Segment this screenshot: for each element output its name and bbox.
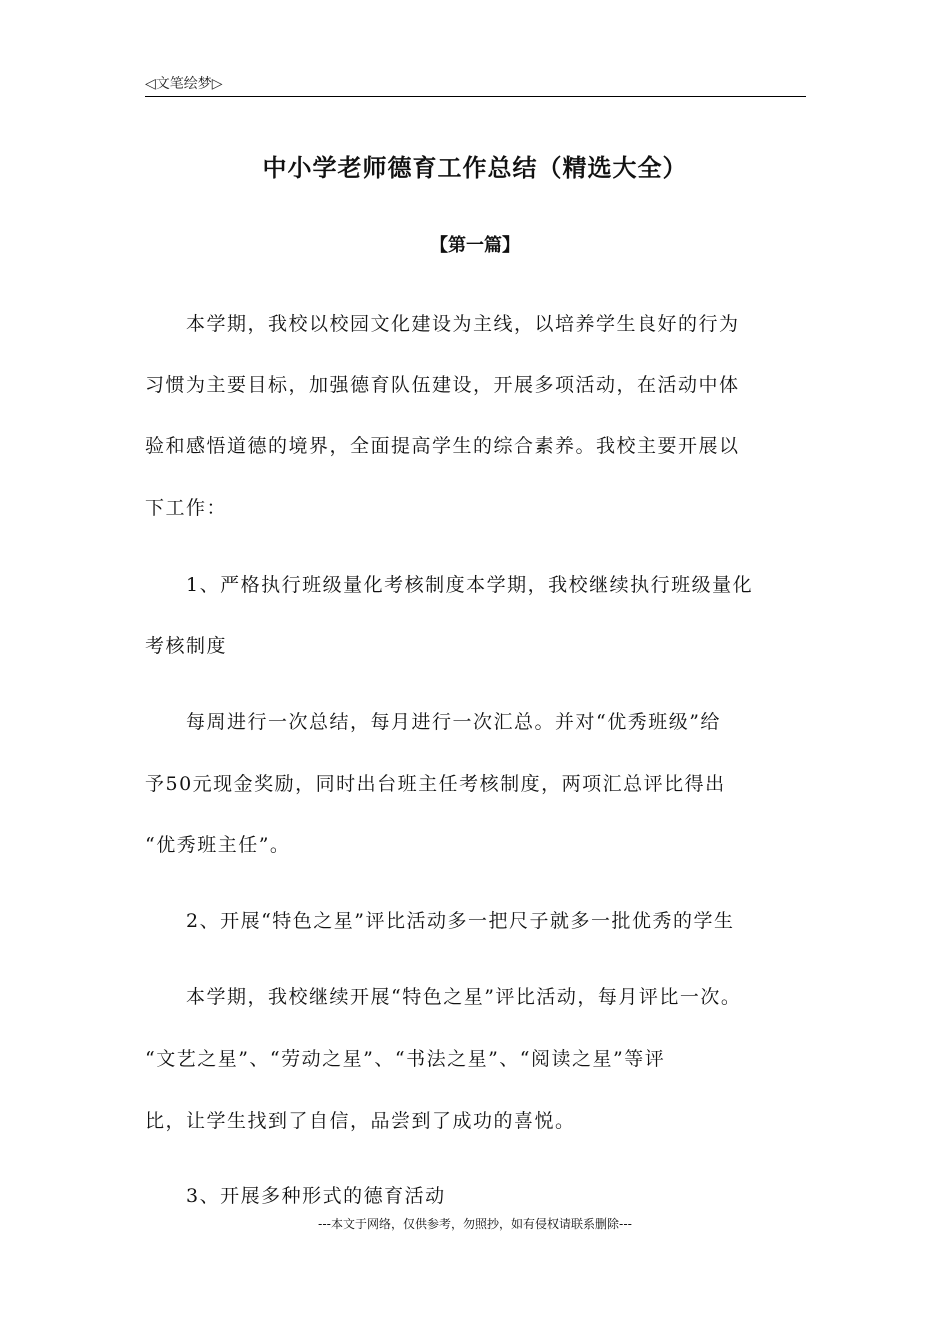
paragraph-line: 比，让学生找到了自信，品尝到了成功的喜悦。 xyxy=(145,1110,576,1132)
paragraph-line: 本学期，我校以校园文化建设为主线，以培养学生良好的行为 xyxy=(145,313,740,335)
paragraph-line: 本学期，我校继续开展“特色之星”评比活动，每月评比一次。 xyxy=(145,986,742,1008)
page-footer: ---本文于网络，仅供参考，勿照抄，如有侵权请联系删除--- xyxy=(318,1217,632,1231)
document-title: 中小学老师德育工作总结（精选大全） xyxy=(262,154,688,182)
paragraph-line: 下工作： xyxy=(145,497,228,519)
paragraph-line: 2、开展“特色之星”评比活动多一把尺子就多一批优秀的学生 xyxy=(145,910,735,932)
paragraph-line: 考核制度 xyxy=(145,635,228,657)
paragraph-line: “文艺之星”、“劳动之星”、“书法之星”、“阅读之星”等评 xyxy=(145,1048,666,1070)
paragraph-line: “优秀班主任”。 xyxy=(145,834,291,856)
paragraph-line: 3、开展多种形式的德育活动 xyxy=(145,1185,446,1207)
paragraph-line: 1、严格执行班级量化考核制度本学期，我校继续执行班级量化 xyxy=(145,574,754,596)
paragraph-line: 予50元现金奖励，同时出台班主任考核制度，两项汇总评比得出 xyxy=(145,773,726,795)
paragraph-line: 验和感悟道德的境界，全面提高学生的综合素养。我校主要开展以 xyxy=(145,435,740,457)
paragraph-line: 每周进行一次总结，每月进行一次汇总。并对“优秀班级”给 xyxy=(145,711,721,733)
paragraph-line: 习惯为主要目标，加强德育队伍建设，开展多项活动，在活动中体 xyxy=(145,374,740,396)
section-heading: 【第一篇】 xyxy=(430,235,520,256)
header-divider xyxy=(145,96,806,97)
page-header: ◁文笔绘梦▷ xyxy=(145,76,223,92)
